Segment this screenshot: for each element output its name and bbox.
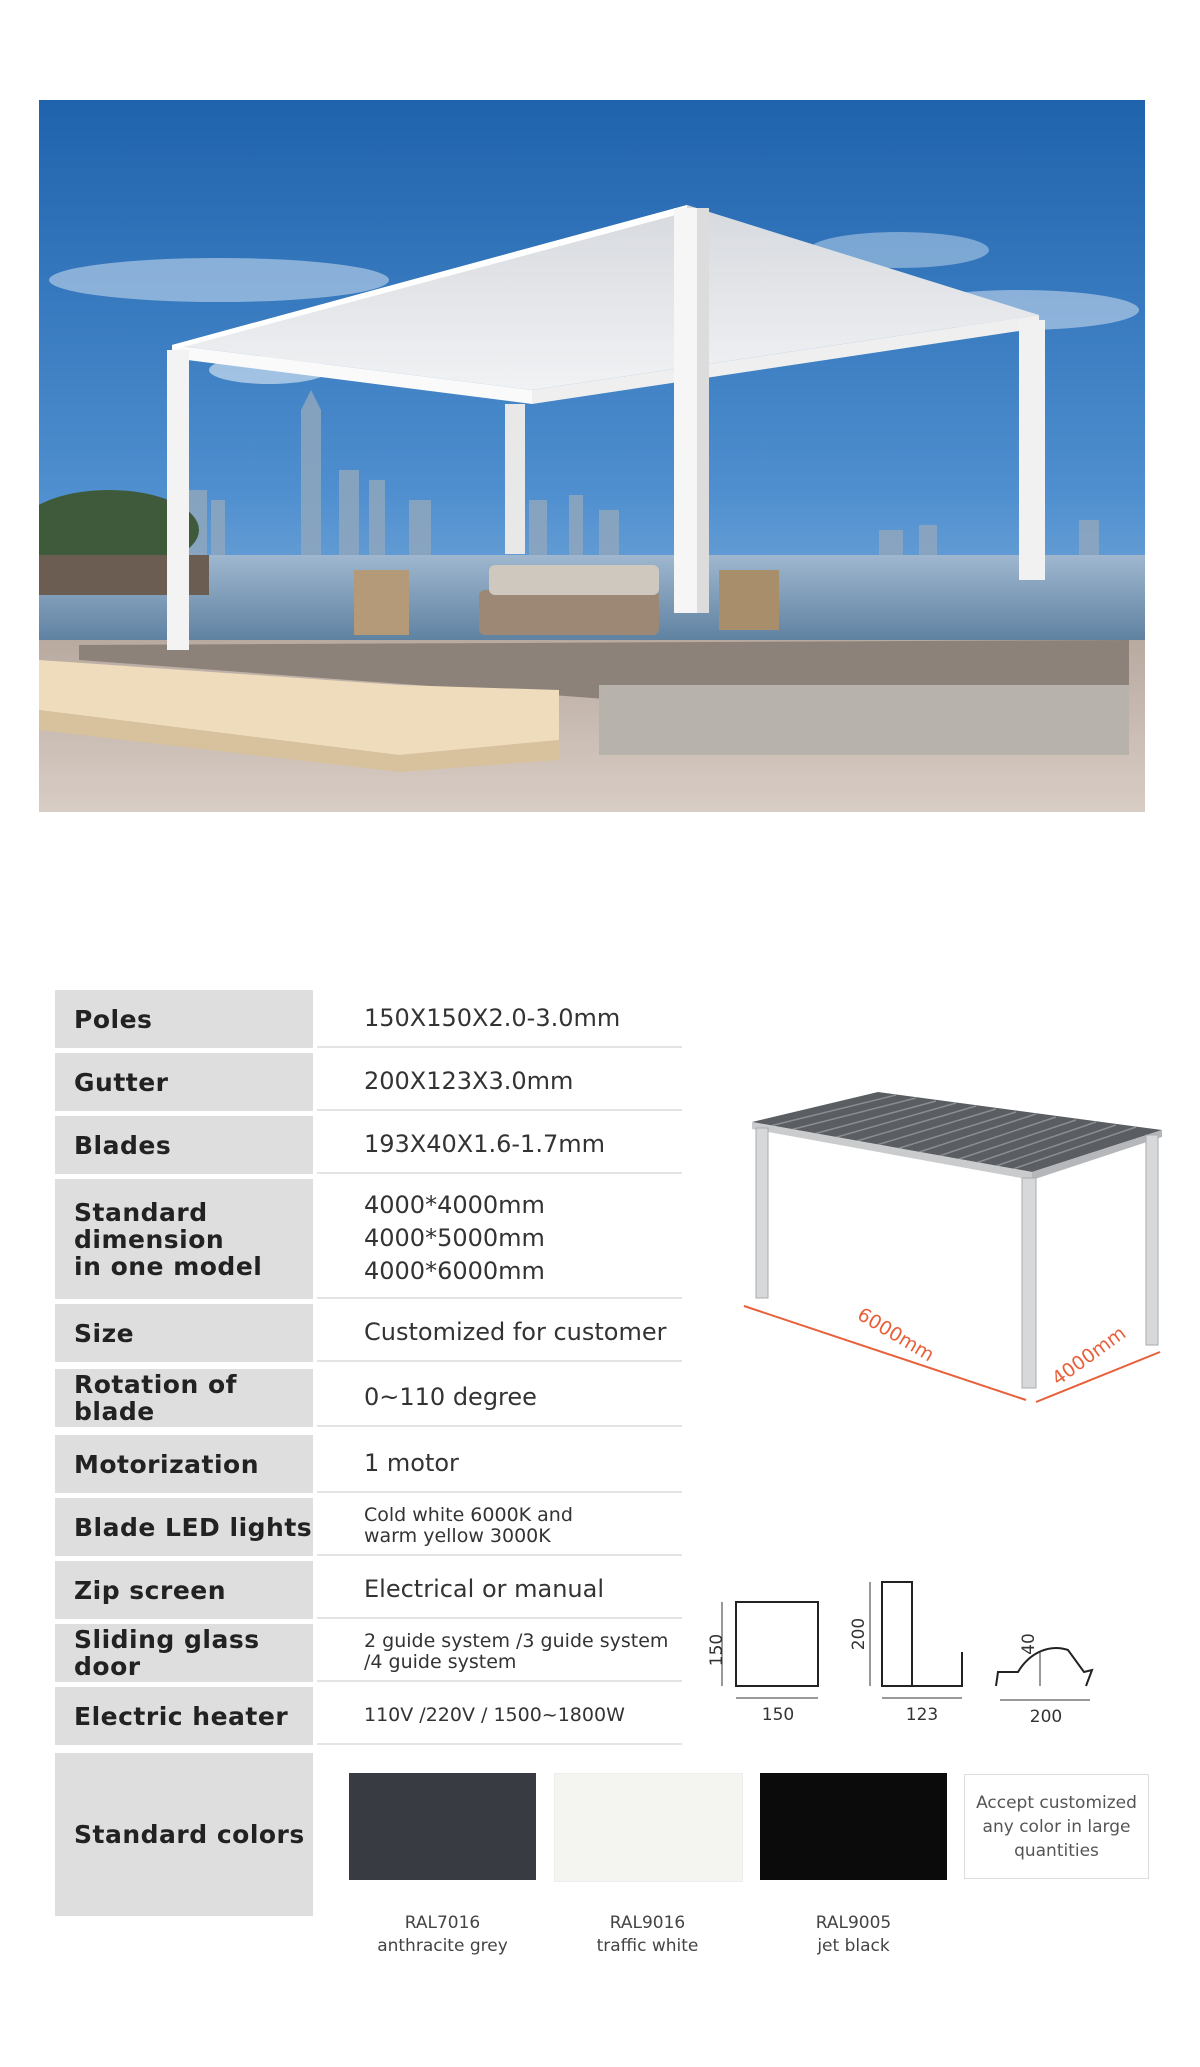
spec-label: Sliding glass door — [55, 1624, 313, 1682]
swatch-caption — [349, 1912, 536, 1958]
spec-value — [317, 1561, 682, 1619]
spec-value-line: 4000*6000mm — [364, 1256, 545, 1285]
spec-value — [317, 1053, 682, 1111]
color-swatch-jet-black — [760, 1773, 947, 1880]
spec-label: Motorization — [55, 1435, 313, 1493]
swatch-caption — [760, 1912, 947, 1958]
spec-value-line: Customized for customer — [364, 1317, 667, 1346]
spec-value-line: 193X40X1.6-1.7mm — [364, 1129, 605, 1158]
spec-value — [317, 990, 682, 1048]
blade-width-label: 200 — [1029, 1707, 1063, 1727]
spec-row-poles — [55, 990, 682, 1048]
spec-value-line: 150X150X2.0-3.0mm — [364, 1003, 621, 1032]
spec-row-motorization — [55, 1435, 682, 1493]
spec-value-line: 110V /220V / 1500~1800W — [364, 1703, 625, 1726]
custom-color-note: Accept customized any color in large quantities — [964, 1774, 1149, 1879]
spec-row-zip-screen — [55, 1561, 682, 1619]
spec-value — [317, 1304, 682, 1362]
spec-row-gutter — [55, 1053, 682, 1111]
spec-value-line: 2 guide system /3 guide system — [364, 1630, 669, 1652]
gutter-height-label: 200 — [849, 1617, 869, 1651]
spec-value-line: Electrical or manual — [364, 1574, 604, 1603]
spec-label: Electric heater — [55, 1687, 313, 1745]
spec-row-blades — [55, 1116, 682, 1174]
pergola-dimension-diagram — [740, 1080, 1180, 1420]
spec-value — [317, 1498, 682, 1556]
spec-value-line: 0~110 degree — [364, 1382, 537, 1411]
width-dimension-label: 4000mm — [1048, 1322, 1131, 1391]
spec-value-line: 1 motor — [364, 1448, 459, 1477]
spec-value-line: 4000*5000mm — [364, 1223, 545, 1252]
swatch-code: RAL7016 — [404, 1913, 481, 1933]
spec-value — [317, 1624, 682, 1682]
spec-row-size — [55, 1304, 682, 1362]
spec-value-line: Cold white 6000K and — [364, 1504, 573, 1526]
spec-value — [317, 1369, 682, 1427]
spec-label: Blade LED lights — [55, 1498, 313, 1556]
spec-value — [317, 1687, 682, 1745]
spec-row-sliding-door — [55, 1624, 682, 1682]
spec-label: Standard dimension in one model — [55, 1179, 313, 1299]
spec-label: Gutter — [55, 1053, 313, 1111]
spec-value-line: 200X123X3.0mm — [364, 1066, 574, 1095]
spec-label: Rotation of blade — [55, 1369, 313, 1427]
swatch-code: RAL9016 — [609, 1913, 686, 1933]
swatch-code: RAL9005 — [815, 1913, 892, 1933]
spec-label: Size — [55, 1304, 313, 1362]
spec-label: Blades — [55, 1116, 313, 1174]
swatch-name: traffic white — [596, 1936, 699, 1956]
swatch-name: anthracite grey — [377, 1936, 508, 1956]
length-dimension-label: 6000mm — [853, 1303, 938, 1367]
spec-label: Poles — [55, 990, 313, 1048]
pole-height-label: 150 — [707, 1633, 727, 1667]
spec-value-line: 4000*4000mm — [364, 1190, 545, 1219]
profile-sections — [700, 1580, 1160, 1760]
spec-value-line: /4 guide system — [364, 1651, 517, 1673]
spec-label: Standard colors — [55, 1753, 313, 1916]
spec-value — [317, 1435, 682, 1493]
swatch-caption — [554, 1912, 741, 1958]
spec-row-standard-dimension — [55, 1179, 682, 1299]
spec-row-rotation — [55, 1369, 682, 1427]
spec-value — [317, 1179, 682, 1299]
spec-value — [317, 1116, 682, 1174]
spec-value-line: warm yellow 3000K — [364, 1525, 551, 1547]
blade-height-label: 40 — [1019, 1633, 1039, 1655]
color-swatch-traffic-white — [554, 1773, 743, 1882]
gutter-width-label: 123 — [905, 1705, 939, 1725]
hero-photo — [39, 100, 1145, 812]
color-swatch-anthracite-grey — [349, 1773, 536, 1880]
spec-label: Zip screen — [55, 1561, 313, 1619]
spec-row-led-lights — [55, 1498, 682, 1556]
spec-row-electric-heater — [55, 1687, 682, 1745]
pole-width-label: 150 — [761, 1705, 795, 1725]
swatch-name: jet black — [817, 1936, 890, 1956]
